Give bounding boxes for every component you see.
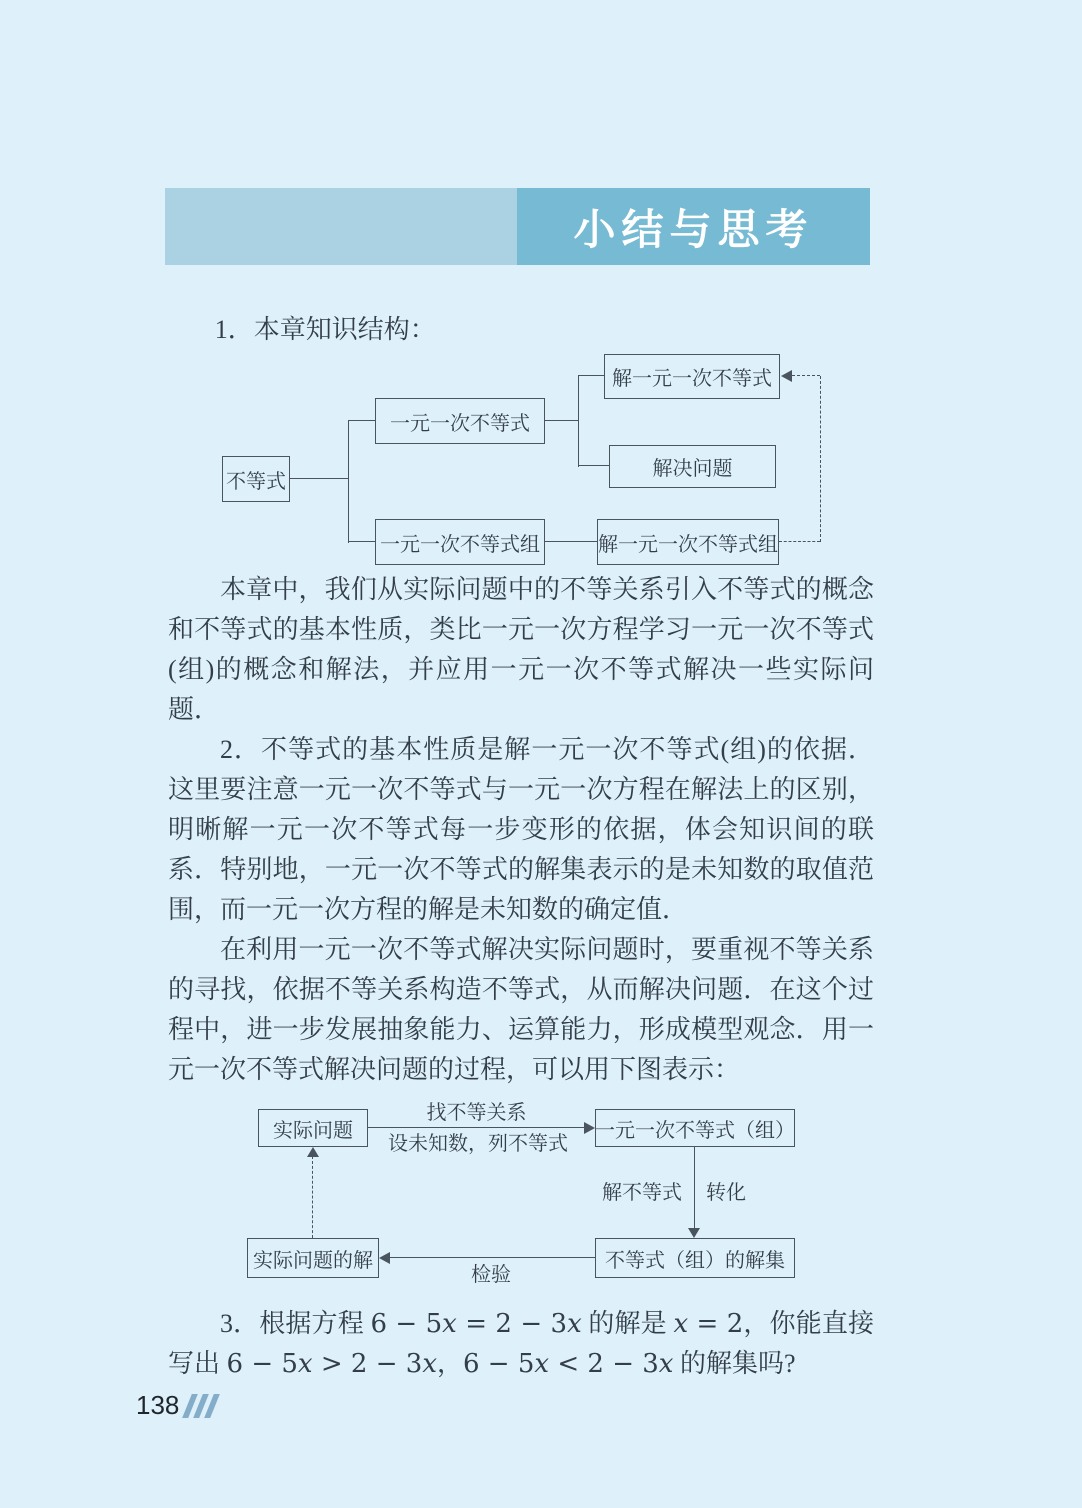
box-solution-set: [595, 1238, 795, 1278]
box-problem-solution-label: 实际问题的解: [253, 1249, 373, 1272]
item1-heading: 1．本章知识结构：: [214, 315, 436, 344]
dashed-connector: [312, 1156, 313, 1238]
arrowhead-up-icon: [307, 1147, 319, 1157]
box-inequality-label: 不等式: [226, 470, 286, 493]
arrowhead-down-icon: [688, 1228, 700, 1238]
connector-line: [348, 421, 349, 543]
problem-solving-process-diagram: [168, 1102, 874, 1298]
page-number-slashes-icon: [187, 1394, 220, 1418]
connector-line: [578, 465, 609, 466]
header-band-dark-segment: [517, 188, 870, 265]
label-find-inequality-relation: 找不等关系: [426, 1102, 527, 1124]
label-check: 检验: [471, 1264, 511, 1286]
box-linear-inequality-group: [375, 519, 545, 565]
box-solve-problems: [609, 445, 776, 488]
page-footer: [136, 1390, 220, 1421]
header-band-light-segment: [165, 188, 517, 265]
box-solve-problems-label: 解决问题: [652, 458, 733, 480]
section-title: 小结与思考: [573, 205, 814, 253]
page-content: [168, 310, 874, 1384]
dashed-connector: [779, 541, 820, 542]
connector-line: [290, 478, 348, 479]
label-transform: 转化: [706, 1182, 746, 1204]
box-solve-linear-inequality: [604, 354, 780, 399]
box-linear-inequality: [375, 398, 545, 444]
label-set-unknown-list-inequality: 设未知数，列不等式: [388, 1133, 568, 1155]
box-solve-linear-inequality-group: [597, 519, 779, 565]
connector-line: [545, 541, 597, 542]
connector-line: [578, 376, 579, 467]
paragraph-summary: 本章中，我们从实际问题中的不等关系引入不等式的概念和不等式的基本性质，类比一元一次方程学习一元一次不等式(组)的概念和解法，并应用一元一次不等式解决一些实际问题．: [168, 575, 874, 724]
paragraph-item3: 3．根据方程 6 − 5x = 2 − 3x 的解是 x = 2，你能直接写出 6 − 5x > 2 − 3x，6 − 5x < 2 − 3x 的解集吗?: [168, 1309, 874, 1379]
box-problem-solution: [247, 1238, 379, 1278]
knowledge-structure-diagram: [168, 352, 874, 570]
connector-line: [368, 1127, 585, 1128]
box-inequality: [222, 456, 290, 502]
connector-line: [348, 420, 375, 421]
box-linear-inequality-group-label: 一元一次不等式组: [380, 533, 540, 556]
box-one-var-inequality-group-label: 一元一次不等式（组）: [595, 1119, 795, 1142]
box-solve-linear-inequality-group-label: 解一元一次不等式组: [598, 533, 778, 556]
section-header-band: [165, 188, 870, 265]
connector-line: [694, 1147, 695, 1228]
paragraph-process-intro: 在利用一元一次不等式解决实际问题时，要重视不等关系的寻找，依据不等关系构造不等式，从而解决问题．在这个过程中，进一步发展抽象能力、运算能力，形成模型观念．用一元一次不等式解决问题的过程，可以用下图表示：: [168, 935, 874, 1084]
label-solve-inequality: 解不等式: [602, 1182, 682, 1204]
box-one-var-inequality-group: [595, 1109, 795, 1147]
connector-line: [387, 1257, 595, 1258]
page-number: 138: [136, 1390, 180, 1420]
connector-line: [578, 375, 604, 376]
box-practical-problem-label: 实际问题: [273, 1119, 353, 1142]
box-solution-set-label: 不等式（组）的解集: [605, 1249, 785, 1272]
box-solve-linear-inequality-label: 解一元一次不等式: [612, 368, 772, 390]
connector-line: [545, 420, 578, 421]
arrowhead-left-icon: [379, 1252, 390, 1264]
connector-line: [348, 541, 375, 542]
paragraph-item2: 2．不等式的基本性质是解一元一次不等式(组)的依据．这里要注意一元一次不等式与一元一次方程在解法上的区别，明晰解一元一次不等式每一步变形的依据，体会知识间的联系．特别地，一元一次不等式的解集表示的是未知数的取值范围，而一元一次方程的解是未知数的确定值．: [168, 735, 874, 924]
arrowhead-left-icon: [781, 370, 792, 382]
dashed-connector: [820, 376, 821, 542]
box-linear-inequality-label: 一元一次不等式: [390, 412, 530, 435]
dashed-connector: [792, 375, 820, 376]
